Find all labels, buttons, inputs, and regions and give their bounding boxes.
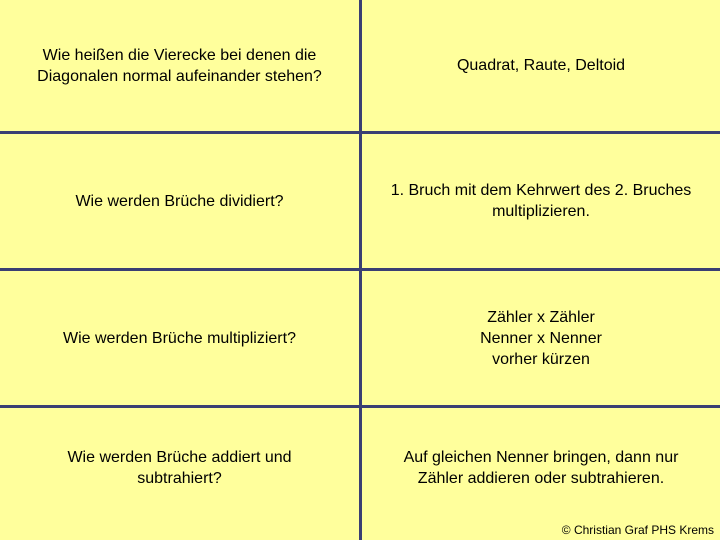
- answer-2: 1. Bruch mit dem Kehrwert des 2. Bruches multiplizieren.: [390, 182, 692, 220]
- question-2: Wie werden Brüche dividiert?: [75, 192, 284, 210]
- answer-4: Auf gleichen Nenner bringen, dann nur Zähler addieren oder subtrahieren.: [403, 449, 679, 487]
- question-1: Wie heißen die Vierecke bei denen die Diagonalen normal aufeinander stehen?: [37, 46, 322, 85]
- answer-3: Zähler x Zähler Nenner x Nenner vorher kürzen: [480, 308, 602, 368]
- question-3: Wie werden Brüche multipliziert?: [63, 329, 296, 347]
- copyright-footer: © Christian Graf PHS Krems: [561, 523, 714, 537]
- question-4: Wie werden Brüche addiert und subtrahiert?: [67, 449, 292, 487]
- answer-1: Quadrat, Raute, Deltoid: [456, 57, 626, 74]
